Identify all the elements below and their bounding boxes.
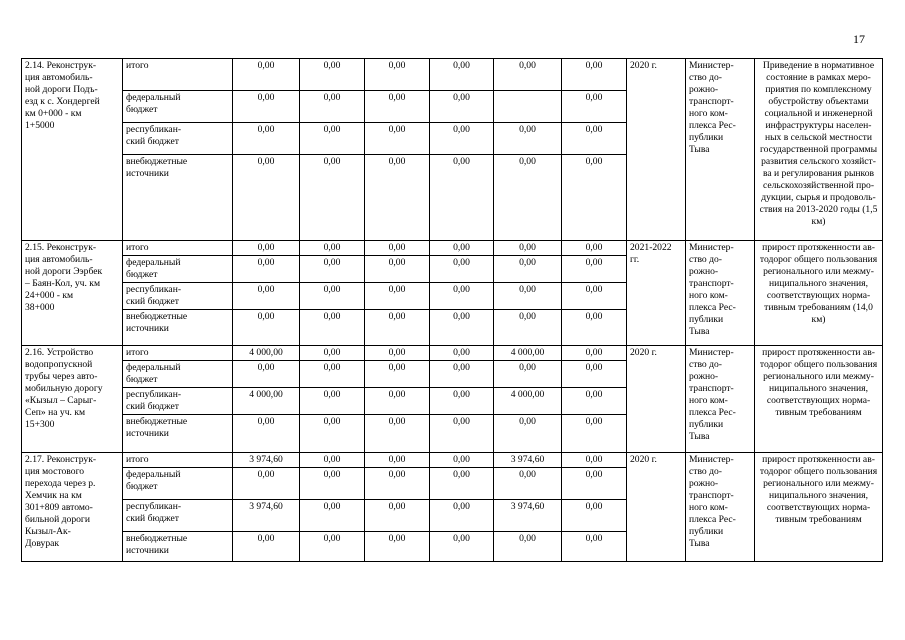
amount-cell: 0,00	[365, 468, 430, 500]
amount-cell: 0,00	[430, 361, 494, 388]
amount-cell: 0,00	[365, 241, 430, 256]
amount-cell: 0,00	[233, 310, 300, 346]
amount-cell: 0,00	[562, 59, 627, 91]
amount-cell: 0,00	[365, 415, 430, 453]
table-row	[22, 453, 883, 468]
amount-cell	[494, 91, 562, 123]
amount-cell: 4 000,00	[494, 388, 562, 415]
amount-cell: 4 000,00	[233, 346, 300, 361]
amount-cell: 0,00	[365, 283, 430, 310]
period-cell: 2021-2022 гг.	[627, 241, 686, 346]
amount-cell: 0,00	[494, 123, 562, 155]
amount-cell: 0,00	[562, 123, 627, 155]
funding-source-cell: внебюджетные источники	[123, 155, 233, 241]
funding-source-cell: внебюджетные источники	[123, 532, 233, 562]
amount-cell: 0,00	[562, 388, 627, 415]
amount-cell: 0,00	[430, 155, 494, 241]
table-row	[22, 59, 883, 91]
amount-cell: 0,00	[365, 310, 430, 346]
object-name-cell: 2.15. Реконструк- ция автомобиль- ной дороги Ээрбек – Баян-Кол, уч. км 24+000 - км 38+000	[22, 241, 123, 346]
responsible-agency-cell: Министер- ство до- рожно- транспорт- ного ком- плекса Рес- публики Тыва	[686, 346, 755, 453]
expected-result-cell: прирост протяженности ав- тодорог общего пользования регионального или межму- ниципального значения, соответствующих норма- тивным требованиям (14,0 км)	[755, 241, 883, 346]
amount-cell: 0,00	[430, 500, 494, 532]
funding-source-cell: итого	[123, 453, 233, 468]
funding-source-cell: федеральный бюджет	[123, 468, 233, 500]
amount-cell: 3 974,60	[494, 500, 562, 532]
amount-cell: 0,00	[300, 241, 365, 256]
period-cell: 2020 г.	[627, 59, 686, 241]
amount-cell: 0,00	[365, 532, 430, 562]
amount-cell: 0,00	[430, 310, 494, 346]
amount-cell: 0,00	[430, 346, 494, 361]
amount-cell: 0,00	[233, 241, 300, 256]
amount-cell: 0,00	[300, 361, 365, 388]
amount-cell: 0,00	[562, 346, 627, 361]
amount-cell: 0,00	[562, 415, 627, 453]
responsible-agency-cell: Министер- ство до- рожно- транспорт- ного ком- плекса Рес- публики Тыва	[686, 453, 755, 562]
amount-cell: 4 000,00	[233, 388, 300, 415]
amount-cell: 0,00	[365, 91, 430, 123]
amount-cell: 0,00	[430, 256, 494, 283]
amount-cell: 0,00	[562, 453, 627, 468]
amount-cell: 0,00	[430, 532, 494, 562]
amount-cell: 0,00	[430, 388, 494, 415]
amount-cell: 0,00	[300, 310, 365, 346]
amount-cell: 0,00	[233, 468, 300, 500]
responsible-agency-cell: Министер- ство до- рожно- транспорт- ного ком- плекса Рес- публики Тыва	[686, 241, 755, 346]
amount-cell: 0,00	[562, 256, 627, 283]
amount-cell: 0,00	[562, 241, 627, 256]
amount-cell: 0,00	[233, 283, 300, 310]
amount-cell: 0,00	[233, 123, 300, 155]
amount-cell: 0,00	[494, 283, 562, 310]
budget-table	[21, 58, 883, 562]
amount-cell: 0,00	[494, 361, 562, 388]
amount-cell: 0,00	[365, 155, 430, 241]
amount-cell: 3 974,60	[494, 453, 562, 468]
amount-cell: 0,00	[430, 91, 494, 123]
amount-cell: 0,00	[562, 310, 627, 346]
object-name-cell: 2.16. Устройство водопропускной трубы через авто- мобильную дорогу «Кызыл – Сарыг- Сеп» на уч. км 15+300	[22, 346, 123, 453]
period-cell: 2020 г.	[627, 346, 686, 453]
funding-source-cell: республикан- ский бюджет	[123, 388, 233, 415]
amount-cell: 0,00	[300, 415, 365, 453]
funding-source-cell: федеральный бюджет	[123, 256, 233, 283]
amount-cell: 0,00	[300, 155, 365, 241]
funding-source-cell: внебюджетные источники	[123, 310, 233, 346]
amount-cell: 3 974,60	[233, 500, 300, 532]
amount-cell: 0,00	[430, 123, 494, 155]
amount-cell: 0,00	[233, 155, 300, 241]
object-name-cell: 2.17. Реконструк- ция мостового перехода через р. Хемчик на км 301+809 автомо- бильной дороги Кызыл-Ак- Довурак	[22, 453, 123, 562]
amount-cell: 0,00	[494, 468, 562, 500]
amount-cell: 0,00	[562, 532, 627, 562]
amount-cell: 0,00	[430, 283, 494, 310]
amount-cell: 0,00	[365, 388, 430, 415]
amount-cell: 0,00	[430, 453, 494, 468]
amount-cell: 0,00	[300, 91, 365, 123]
amount-cell: 0,00	[300, 388, 365, 415]
amount-cell: 0,00	[562, 361, 627, 388]
amount-cell: 0,00	[494, 241, 562, 256]
funding-source-cell: внебюджетные источники	[123, 415, 233, 453]
amount-cell: 0,00	[494, 155, 562, 241]
amount-cell: 0,00	[430, 59, 494, 91]
amount-cell: 4 000,00	[494, 346, 562, 361]
funding-source-cell: итого	[123, 346, 233, 361]
amount-cell: 0,00	[365, 256, 430, 283]
amount-cell: 0,00	[562, 155, 627, 241]
amount-cell: 0,00	[430, 468, 494, 500]
amount-cell: 0,00	[365, 361, 430, 388]
amount-cell: 0,00	[365, 453, 430, 468]
amount-cell: 0,00	[300, 256, 365, 283]
amount-cell: 0,00	[300, 453, 365, 468]
amount-cell: 0,00	[494, 532, 562, 562]
table-row	[22, 346, 883, 361]
amount-cell: 0,00	[300, 532, 365, 562]
amount-cell: 0,00	[562, 283, 627, 310]
funding-source-cell: республикан- ский бюджет	[123, 123, 233, 155]
amount-cell: 0,00	[233, 532, 300, 562]
period-cell: 2020 г.	[627, 453, 686, 562]
amount-cell: 0,00	[300, 123, 365, 155]
page-number: 17	[853, 32, 865, 46]
expected-result-cell: прирост протяженности ав- тодорог общего пользования регионального или межму- ниципального значения, соответствующих норма- тивным требованиям	[755, 453, 883, 562]
amount-cell: 0,00	[494, 59, 562, 91]
amount-cell: 0,00	[430, 241, 494, 256]
amount-cell: 0,00	[562, 500, 627, 532]
funding-source-cell: федеральный бюджет	[123, 91, 233, 123]
funding-source-cell: республикан- ский бюджет	[123, 500, 233, 532]
amount-cell: 0,00	[300, 468, 365, 500]
amount-cell: 0,00	[494, 310, 562, 346]
expected-result-cell: Приведение в нормативное состояние в рамках меро- приятия по комплексному обустройству объектами социальной и инженерной инфраструктуры населен- ных в сельской местности государственной программы развития сельского хозяйст- ва и регулирования рынков сельскохозяйственной про- дукции, сырья и продоволь- ствия на 2013-2020 годы (1,5 км)	[755, 59, 883, 241]
expected-result-cell: прирост протяженности ав- тодорог общего пользования регионального или межму- ниципального значения, соответствующих норма- тивным требованиям	[755, 346, 883, 453]
amount-cell: 0,00	[562, 91, 627, 123]
amount-cell: 0,00	[300, 59, 365, 91]
amount-cell: 0,00	[494, 256, 562, 283]
funding-source-cell: итого	[123, 59, 233, 91]
amount-cell: 0,00	[365, 500, 430, 532]
amount-cell: 3 974,60	[233, 453, 300, 468]
amount-cell: 0,00	[233, 415, 300, 453]
amount-cell: 0,00	[233, 361, 300, 388]
amount-cell: 0,00	[365, 346, 430, 361]
amount-cell: 0,00	[233, 59, 300, 91]
funding-source-cell: итого	[123, 241, 233, 256]
funding-source-cell: республикан- ский бюджет	[123, 283, 233, 310]
amount-cell: 0,00	[365, 59, 430, 91]
funding-source-cell: федеральный бюджет	[123, 361, 233, 388]
amount-cell: 0,00	[233, 256, 300, 283]
amount-cell: 0,00	[365, 123, 430, 155]
responsible-agency-cell: Министер- ство до- рожно- транспорт- ного ком- плекса Рес- публики Тыва	[686, 59, 755, 241]
amount-cell: 0,00	[233, 91, 300, 123]
amount-cell: 0,00	[430, 415, 494, 453]
amount-cell: 0,00	[300, 500, 365, 532]
amount-cell: 0,00	[300, 346, 365, 361]
amount-cell: 0,00	[494, 415, 562, 453]
table-row	[22, 241, 883, 256]
amount-cell: 0,00	[300, 283, 365, 310]
object-name-cell: 2.14. Реконструк- ция автомобиль- ной дороги Подъ- езд к с. Хондергей км 0+000 - км 1+5000	[22, 59, 123, 241]
amount-cell: 0,00	[562, 468, 627, 500]
